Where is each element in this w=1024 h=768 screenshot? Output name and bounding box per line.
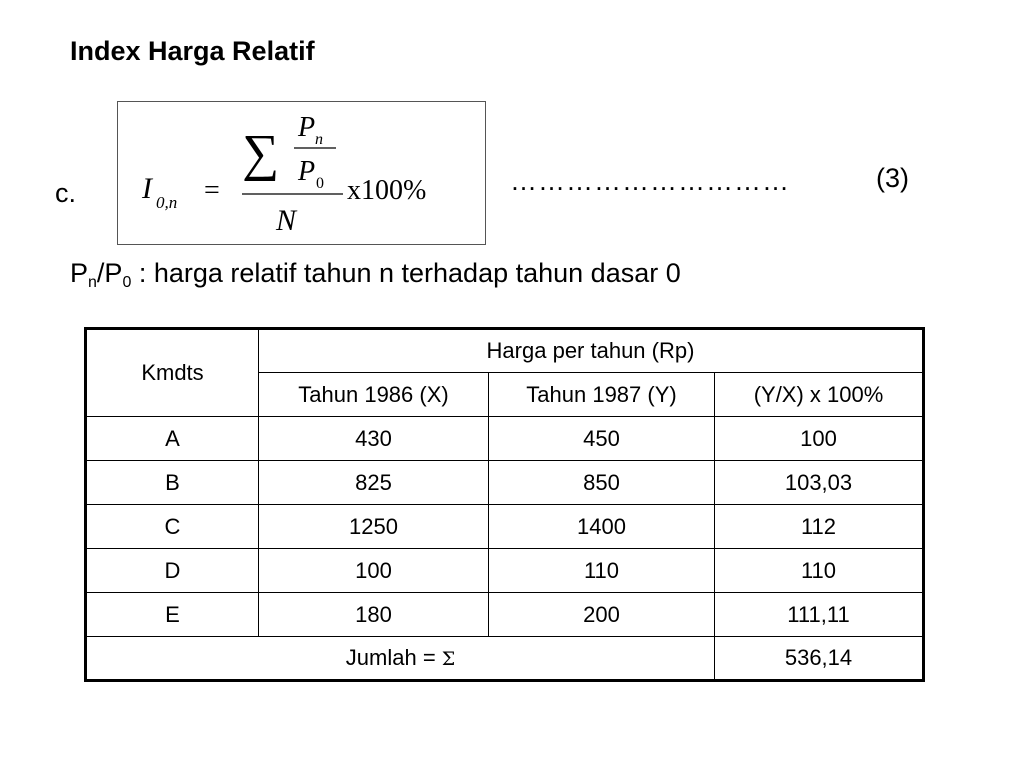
header-harga-group: Harga per tahun (Rp) [259, 329, 924, 373]
cell-x: 100 [259, 549, 489, 593]
total-label: Jumlah = [345, 645, 442, 670]
formula-lhs-subscript: 0,n [156, 193, 178, 212]
cell-y: 110 [489, 549, 715, 593]
equation-number: (3) [876, 163, 909, 193]
total-label-cell [86, 637, 715, 681]
formula-inner-denominator-subscript: 0 [316, 175, 324, 192]
formula-lhs-symbol: I [142, 172, 152, 205]
cell-x: 180 [259, 593, 489, 637]
header-tahun-1987: Tahun 1987 (Y) [489, 373, 715, 417]
formula-inner-denominator: P [298, 156, 316, 187]
table-row [86, 505, 924, 549]
total-value: 536,14 [715, 637, 924, 681]
cell-kmdts: A [86, 417, 259, 461]
formula-inner-numerator-subscript: n [315, 131, 323, 148]
slide-title: Index Harga Relatif [70, 36, 315, 66]
desc-slash-p: /P [96, 258, 123, 288]
desc-p-sub-n: n [88, 274, 97, 291]
item-label: c. [55, 178, 77, 208]
table-row [86, 461, 924, 505]
cell-y: 850 [489, 461, 715, 505]
table-row [86, 593, 924, 637]
formula-inner-numerator: P [298, 112, 316, 143]
cell-y: 450 [489, 417, 715, 461]
cell-x: 825 [259, 461, 489, 505]
formula-sum-symbol: ∑ [242, 125, 280, 182]
cell-kmdts: C [86, 505, 259, 549]
table-row [86, 417, 924, 461]
formula-equals: = [204, 175, 220, 206]
formula-multiplier: x100% [347, 175, 427, 206]
cell-ratio: 112 [715, 505, 924, 549]
cell-x: 430 [259, 417, 489, 461]
cell-x: 1250 [259, 505, 489, 549]
formula-denominator: N [276, 204, 297, 237]
formula-graphic [118, 102, 487, 246]
cell-kmdts: D [86, 549, 259, 593]
cell-ratio: 110 [715, 549, 924, 593]
desc-text: : harga relatif tahun n terhadap tahun dasar 0 [131, 258, 681, 288]
cell-ratio: 103,03 [715, 461, 924, 505]
leader-dots: ………………………… [510, 166, 790, 196]
description [70, 258, 681, 289]
cell-y: 200 [489, 593, 715, 637]
cell-kmdts: B [86, 461, 259, 505]
cell-ratio: 100 [715, 417, 924, 461]
desc-p-sub-0: 0 [122, 274, 132, 291]
table-header-row [86, 329, 924, 373]
header-tahun-1986: Tahun 1986 (X) [259, 373, 489, 417]
table-row [86, 549, 924, 593]
cell-ratio: 111,11 [715, 593, 924, 637]
cell-y: 1400 [489, 505, 715, 549]
header-kmdts: Kmdts [86, 329, 259, 417]
formula-box [117, 101, 486, 245]
table-total-row [86, 637, 924, 681]
header-ratio: (Y/X) x 100% [715, 373, 924, 417]
sigma-symbol: Σ [441, 648, 456, 670]
cell-kmdts: E [86, 593, 259, 637]
price-table [84, 327, 925, 682]
desc-p: P [70, 258, 89, 288]
